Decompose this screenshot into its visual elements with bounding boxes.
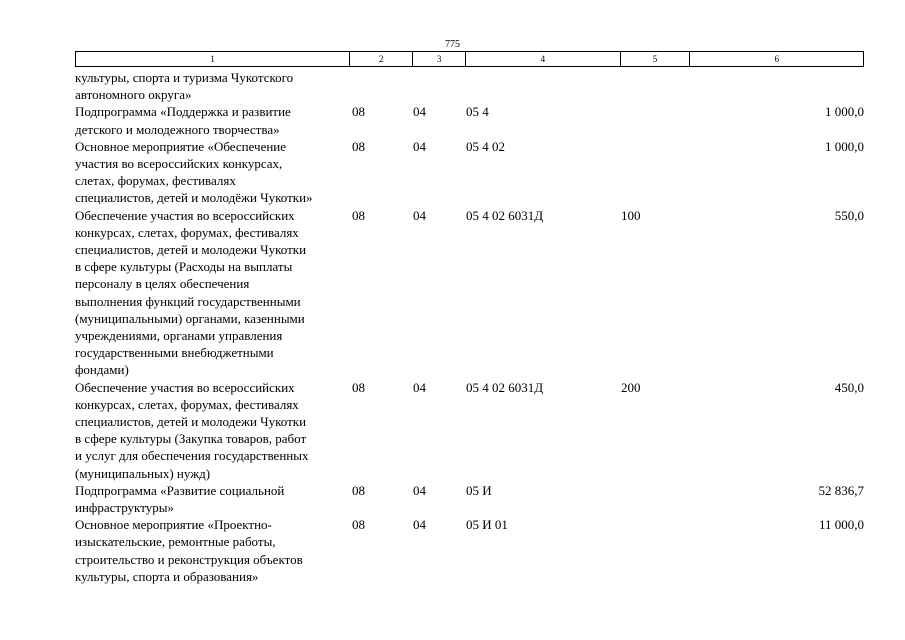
row-expense-type	[621, 103, 691, 137]
column-number-5: 5	[621, 52, 691, 66]
row-amount: 1 000,0	[825, 138, 864, 154]
table-body	[75, 69, 864, 585]
row-subsection-code: 04	[413, 207, 426, 223]
row-target-article: 05 4 02 6031Д	[466, 379, 544, 395]
column-number-2: 2	[350, 52, 413, 66]
row-subsection-code: 04	[413, 104, 426, 120]
row-name: культуры, спорта и туризма Чукотского автономного округа»	[75, 70, 294, 103]
row-target-article: 05 4 02 6031Д	[466, 207, 544, 223]
row-target-article: 05 И 01	[466, 517, 508, 533]
row-name: Подпрограмма «Развитие социальной инфраструктуры»	[75, 482, 285, 516]
page-number: 775	[445, 39, 460, 50]
row-expense-type	[621, 482, 691, 516]
row-name: Обеспечение участия во всероссийских конкурсах, слетах, форумах, фестивалях специалистов, детей и молодежи Чукотки в сфере культуры (Закупка товаров, работ и услуг для обеспечения государственных (муниципальных) нужд)	[75, 379, 309, 481]
row-amount	[691, 69, 864, 103]
row-target-article	[466, 69, 621, 103]
row-target-article: 05 4	[466, 104, 489, 120]
row-amount: 1 000,0	[825, 104, 864, 120]
row-subsection-code	[413, 69, 466, 103]
column-number-3: 3	[413, 52, 466, 66]
column-number-6: 6	[774, 54, 779, 64]
row-amount: 550,0	[834, 207, 864, 223]
row-expense-type: 100	[621, 207, 641, 223]
row-section-code: 08	[352, 482, 365, 498]
row-section-code: 08	[352, 138, 365, 154]
table-row	[75, 379, 864, 482]
row-amount: 52 836,7	[818, 482, 864, 498]
row-section-code: 08	[352, 207, 365, 223]
row-section-code: 08	[352, 379, 365, 395]
row-target-article: 05 4 02	[466, 138, 505, 154]
table-row	[75, 103, 864, 137]
table-row	[75, 482, 864, 516]
column-number-1: 1	[76, 52, 350, 66]
row-amount: 11 000,0	[818, 517, 864, 533]
row-expense-type	[621, 138, 691, 207]
row-subsection-code: 04	[413, 517, 426, 533]
table-row	[75, 207, 864, 379]
row-amount: 450,0	[834, 379, 864, 395]
row-expense-type	[621, 516, 691, 585]
row-subsection-code: 04	[413, 482, 426, 498]
row-section-code: 08	[352, 104, 365, 120]
column-number-header	[75, 51, 864, 67]
row-name: Подпрограмма «Поддержка и развитие детского и молодежного творчества»	[75, 104, 291, 137]
row-name: Обеспечение участия во всероссийских конкурсах, слетах, форумах, фестивалях специалистов, детей и молодежи Чукотки в сфере культуры (Расходы на выплаты персоналу в целях обеспечения выполнения функций государственными (муниципальными) органами, казенными учреждениями, органами управления государственными внебюджетными фондами)	[75, 207, 307, 378]
row-section-code: 08	[352, 517, 365, 533]
column-number-4: 4	[466, 52, 621, 66]
row-target-article: 05 И	[466, 482, 492, 498]
table-row	[75, 69, 864, 103]
row-subsection-code: 04	[413, 379, 426, 395]
row-subsection-code: 04	[413, 138, 426, 154]
row-section-code	[352, 69, 413, 103]
budget-table	[75, 51, 864, 585]
row-name: Основное мероприятие «Обеспечение участия во всероссийских конкурсах, слетах, форумах, фестивалях специалистов, детей и молодёжи Чукотки»	[75, 138, 313, 206]
table-row	[75, 138, 864, 207]
row-expense-type: 200	[621, 379, 641, 395]
table-row	[75, 516, 864, 585]
row-expense-type	[621, 69, 691, 103]
row-name: Основное мероприятие «Проектно- изыскательские, ремонтные работы, строительство и реконструкция объектов культуры, спорта и образования»	[75, 517, 303, 584]
